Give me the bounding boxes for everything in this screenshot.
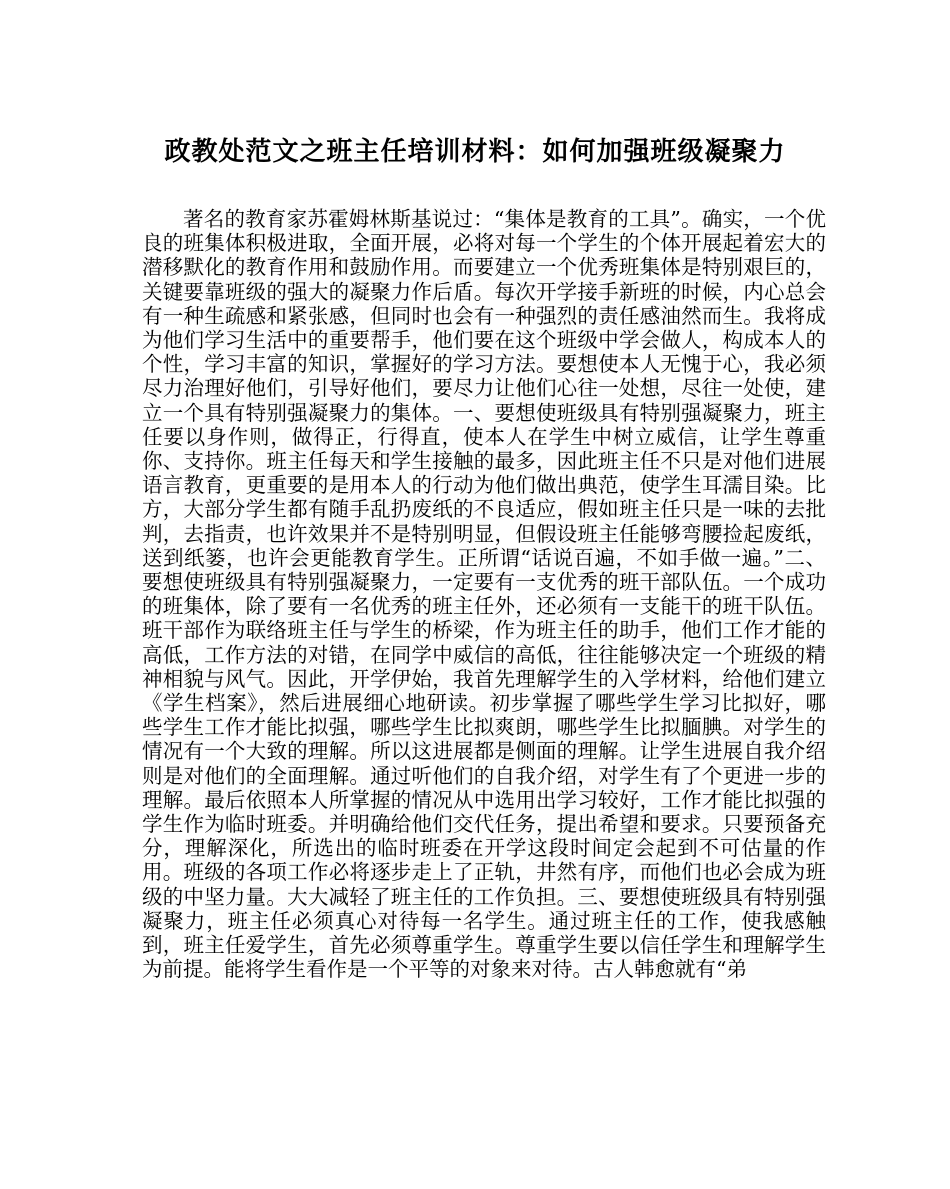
document-body-paragraph: 著名的教育家苏霍姆林斯基说过：“集体是教育的工具”。确实，一个优良的班集体积极进取，全面开展，必将对每一个学生的个体开展起着宏大的潜移默化的教育作用和鼓励作用。而要建立一个优秀班集体是特别艰巨的，关键要靠班级的强大的凝聚力作后盾。每次开学接手新班的时候，内心总会有一种生疏感和紧张感，但同时也会有一种强烈的责任感油然而生。我将成为他们学习生活中的重要帮手，他们要在这个班级中学会做人，构成本人的个性，学习丰富的知识，掌握好的学习方法。要想使本人无愧于心，我必须尽力治理好他们，引导好他们，要尽力让他们心往一处想，尽往一处使，建立一个具有特别强凝聚力的集体。一、要想使班级具有特别强凝聚力，班主任要以身作则，做得正，行得直，使本人在学生中树立威信，让学生尊重你、支持你。班主任每天和学生接触的最多，因此班主任不只是对他们进展语言教育，更重要的是用本人的行动为他们做出典范，使学生耳濡目染。比方，大部分学生都有随手乱扔废纸的不良适应，假如班主任只是一味的去批判，去指责，也许效果并不是特别明显，但假设班主任能够弯腰捡起废纸，送到纸篓，也许会更能教育学生。正所谓“话说百遍，不如手做一遍。”二、要想使班级具有特别强凝聚力，一定要有一支优秀的班干部队伍。一个成功的班集体，除了要有一名优秀的班主任外，还必须有一支能干的班干队伍。班干部作为联络班主任与学生的桥梁，作为班主任的助手，他们工作才能的高低，工作方法的对错，在同学中威信的高低，往往能够决定一个班级的精神相貌与风气。因此，开学伊始，我首先理解学生的入学材料，给他们建立《学生档案》，然后进展细心地研读。初步掌握了哪些学生学习比拟好，哪些学生工作才能比拟强，哪些学生比拟爽朗，哪些学生比拟腼腆。对学生的情况有一个大致的理解。所以这进展都是侧面的理解。让学生进展自我介绍则是对他们的全面理解。通过听他们的自我介绍，对学生有了个更进一步的理解。最后依照本人所掌握的情况从中选用出学习较好，工作才能比拟强的学生作为临时班委。并明确给他们交代任务，提出希望和要求。只要预备充分，理解深化，所选出的临时班委在开学这段时间定会起到不可估量的作用。班级的各项工作必将逐步走上了正轨，井然有序，而他们也必会成为班级的中坚力量。大大减轻了班主任的工作负担。三、要想使班级具有特别强凝聚力，班主任必须真心对待每一名学生。通过班主任的工作，使我感触到，班主任爱学生，首先必须尊重学生。尊重学生要以信任学生和理解学生为前提。能将学生看作是一个平等的对象来对待。古人韩愈就有“弟	[142, 207, 826, 982]
document-title: 政教处范文之班主任培训材料：如何加强班级凝聚力	[164, 137, 786, 167]
